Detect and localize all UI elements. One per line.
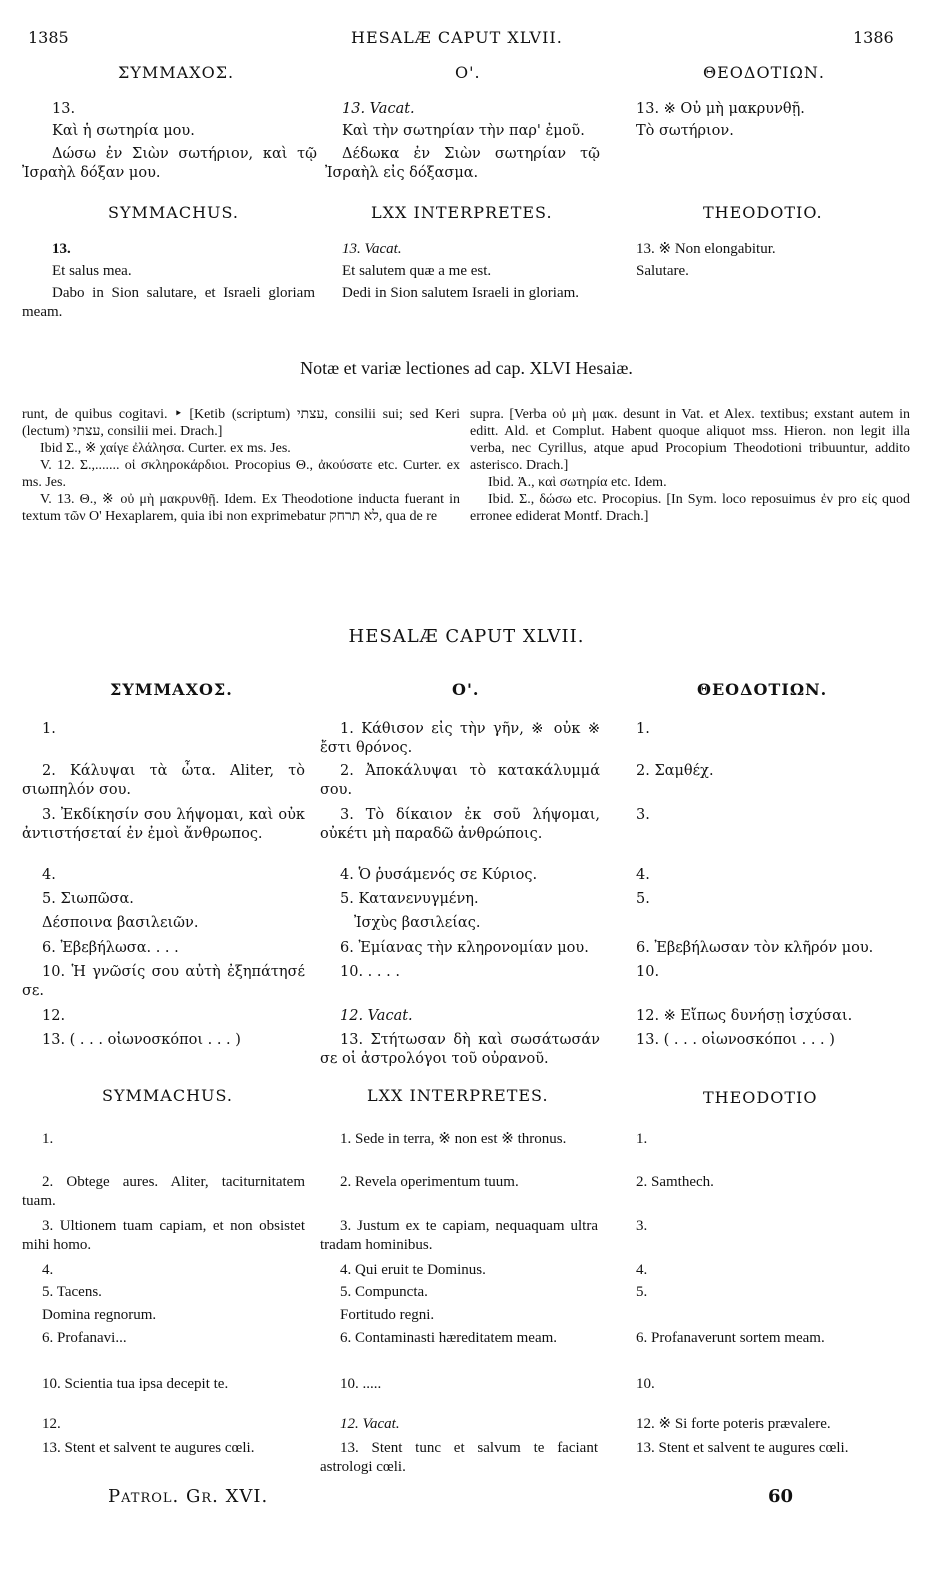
col-head-lxx-latin: LXX INTERPRETES. xyxy=(371,203,553,222)
latin-verse: 13. ※ Non elongabitur. xyxy=(636,241,776,257)
greek-verse: 12. xyxy=(42,1008,66,1024)
greek-verse: 6. Ἐβεβήλωσα. . . . xyxy=(42,940,179,956)
note-paragraph: V. 13. Θ., ※ οὐ μὴ μακρυνθῇ. Idem. Ex Theodotione inducta fuerant in textum τῶν Ο' Hexaplarem, quia ibi non exprimebatur לא תרחק, qua de re xyxy=(22,492,460,524)
latin-verse: Dabo in Sion salutare, et Israeli gloriam meam. xyxy=(22,285,315,320)
greek-verse: Δέσποινα βασιλειῶν. xyxy=(42,915,199,931)
col-head-symmachus-latin: SYMMACHUS. xyxy=(108,203,239,222)
note-paragraph: V. 12. Σ.,....... οἱ σκληροκάρδιοι. Procopius Θ., ἀκούσατε etc. Curter. ex ms. Jes. xyxy=(22,458,460,490)
latin-verse: Et salus mea. xyxy=(52,263,132,279)
note-paragraph: supra. [Verba οὐ μὴ μακ. desunt in Vat. et Alex. textibus; exstant autem in editt. Ald. et Complut. Habent quoque aliquot mss. Hieron. non legit illa verba, nec Cyrillus, atque apud Procopium Theodotioni tribuuntur, addito asterisco. Drach.] xyxy=(470,407,910,473)
latin-verse: Domina regnorum. xyxy=(42,1307,157,1323)
col-head-theodotion-greek: ΘΕΟΔΟΤΙΩΝ. xyxy=(703,63,825,82)
col-head-lxx-latin: LXX INTERPRETES. xyxy=(367,1086,549,1105)
latin-verse: 2. Obtege aures. Aliter, taciturnitatem tuam. xyxy=(22,1174,305,1209)
col-head-lxx-greek: Ο'. xyxy=(455,63,481,82)
greek-verse: 5. Κατανενυγμένη. xyxy=(340,891,479,907)
running-title: HESALÆ CAPUT XLVII. xyxy=(351,28,563,47)
latin-verse: Et salutem quæ a me est. xyxy=(342,263,492,279)
greek-verse: 5. xyxy=(636,891,650,907)
page-number-right: 1386 xyxy=(853,28,894,47)
notes-right-column xyxy=(470,406,910,525)
latin-verse: 10. xyxy=(636,1376,655,1392)
latin-verse: 3. Justum ex te capiam, nequaquam ultra tradam hominibus. xyxy=(320,1218,598,1253)
latin-verse: 1. xyxy=(42,1131,54,1147)
greek-verse: 2. Κάλυψαι τὰ ὦτα. Aliter, τὸ σιωπηλόν σου. xyxy=(22,763,305,798)
latin-verse: 1. xyxy=(636,1131,648,1147)
greek-verse: 4. xyxy=(42,867,56,883)
latin-verse: 6. Profanaverunt sortem meam. xyxy=(636,1330,825,1346)
greek-verse: Τὸ σωτήριον. xyxy=(636,123,734,139)
greek-verse: 12. ※ Εἴπως δυνήσῃ ἰσχύσαι. xyxy=(636,1008,853,1024)
greek-verse: 13. Στήτωσαν δὴ καὶ σωσάτωσάν σε οἱ ἀστρολόγοι τοῦ οὐρανοῦ. xyxy=(320,1032,600,1067)
latin-verse: 3. xyxy=(636,1218,648,1234)
col-head-theodotion-greek: ΘΕΟΔΟΤΙΩΝ. xyxy=(697,680,828,699)
greek-verse: Ἰσχὺς βασιλείας. xyxy=(354,915,481,931)
greek-verse: 13. Vacat. xyxy=(342,101,415,117)
latin-verse: Fortitudo regni. xyxy=(340,1307,435,1323)
latin-verse: 2. Samthech. xyxy=(636,1174,714,1190)
greek-verse: Καὶ τὴν σωτηρίαν τὴν παρ' ἐμοῦ. xyxy=(342,123,585,139)
greek-verse: 10. xyxy=(636,964,660,980)
verse-number: 13. xyxy=(52,241,71,257)
greek-verse: 3. Τὸ δίκαιον ἐκ σοῦ λήψομαι, οὐκέτι μὴ παραδῶ ἀνθρώποις. xyxy=(320,807,600,842)
latin-verse: 13. Stent tunc et salvum te faciant astrologi cœli. xyxy=(320,1440,598,1475)
latin-verse: 12. ※ Si forte poteris prævalere. xyxy=(636,1416,831,1432)
latin-verse: 6. Contaminasti hæreditatem meam. xyxy=(340,1330,558,1346)
latin-verse: 6. Profanavi... xyxy=(42,1330,127,1346)
greek-verse: Δέδωκα ἐν Σιὼν σωτηρίαν τῷ Ἰσραὴλ εἰς δόξασμα. xyxy=(325,146,600,181)
greek-verse: 2. Σαμθέχ. xyxy=(636,763,714,779)
latin-verse: 4. Qui eruit te Dominus. xyxy=(340,1262,486,1278)
greek-verse: 3. Ἐκδίκησίν σου λήψομαι, καὶ οὐκ ἀντιστήσεταί ἐν ἐμοὶ ἄνθρωπος. xyxy=(22,807,305,842)
greek-verse: 6. Ἐμίανας τὴν κληρονομίαν μου. xyxy=(340,940,589,956)
greek-verse: 13. ( . . . οἰωνοσκόποι . . . ) xyxy=(636,1032,835,1048)
greek-verse: 4. xyxy=(636,867,650,883)
greek-verse: 12. Vacat. xyxy=(340,1008,413,1024)
greek-verse: Καὶ ἡ σωτηρία μου. xyxy=(52,123,195,139)
greek-verse: 10. Ἡ γνῶσίς σου αὐτὴ ἐξηπάτησέ σε. xyxy=(22,964,305,999)
latin-verse: 5. xyxy=(636,1284,648,1300)
footer-signature: Patrol. Gr. XVI. xyxy=(108,1486,269,1507)
greek-verse: 13. ( . . . οἰωνοσκόποι . . . ) xyxy=(42,1032,241,1048)
latin-verse: 4. xyxy=(42,1262,54,1278)
greek-verse: 4. Ὁ ῥυσάμενός σε Κύριος. xyxy=(340,867,538,883)
latin-verse: 3. Ultionem tuam capiam, et non obsistet mihi homo. xyxy=(22,1218,305,1253)
note-paragraph: Ibid. Ἀ., καὶ σωτηρία etc. Idem. xyxy=(488,475,667,490)
greek-verse: 13. ※ Οὐ μὴ μακρυνθῇ. xyxy=(636,101,805,117)
greek-verse: 1. xyxy=(636,721,650,737)
latin-verse: 2. Revela operimentum tuum. xyxy=(340,1174,519,1190)
latin-verse: 12. xyxy=(42,1416,61,1432)
latin-verse: 13. Vacat. xyxy=(342,241,402,257)
latin-verse: 5. Tacens. xyxy=(42,1284,102,1300)
chapter-title: HESALÆ CAPUT XLVII. xyxy=(348,626,585,647)
latin-verse: 13. Stent et salvent te augures cœli. xyxy=(42,1440,255,1456)
greek-verse: Δώσω ἐν Σιὼν σωτήριον, καὶ τῷ Ἰσραὴλ δόξαν μου. xyxy=(22,146,317,181)
col-head-lxx-greek: Ο'. xyxy=(452,680,480,699)
verse-number: 13. xyxy=(52,101,76,117)
note-paragraph: Ibid Σ., ※ χαίγε ἐλάλησα. Curter. ex ms. Jes. xyxy=(40,441,291,456)
col-head-symmachus-greek: ΣΥΜΜΑΧΟΣ. xyxy=(110,680,233,699)
note-paragraph: runt, de quibus cogitavi. ‣ [Ketib (scriptum) עצתי, consilii sui; sed Keri (lectum) עצתי, consilii mei. Drach.] xyxy=(22,407,460,439)
latin-verse: 5. Compuncta. xyxy=(340,1284,428,1300)
col-head-symmachus-latin: SYMMACHUS. xyxy=(102,1086,233,1105)
note-paragraph: Ibid. Σ., δώσω etc. Procopius. [In Sym. loco reposuimus ἐν pro εἰς quod erronee ediderat Montf. Drach.] xyxy=(470,492,910,524)
greek-verse: 1. Κάθισον εἰς τὴν γῆν, ※ οὐκ ※ ἔστι θρόνος. xyxy=(320,721,600,756)
footer-sheet-number: 60 xyxy=(768,1486,794,1507)
latin-verse: 10. ..... xyxy=(340,1376,382,1392)
col-head-theodotion-latin: THEODOTIO. xyxy=(703,203,823,222)
latin-verse: 1. Sede in terra, ※ non est ※ thronus. xyxy=(340,1131,567,1147)
page-number-left: 1385 xyxy=(28,28,69,47)
col-head-symmachus-greek: ΣΥΜΜΑΧΟΣ. xyxy=(118,63,235,82)
greek-verse: 3. xyxy=(636,807,650,823)
latin-verse: 10. Scientia tua ipsa decepit te. xyxy=(42,1376,229,1392)
notes-left-column xyxy=(22,406,460,525)
latin-verse: Dedi in Sion salutem Israeli in gloriam. xyxy=(342,285,580,301)
greek-verse: 10. . . . . xyxy=(340,964,400,980)
latin-verse: 12. Vacat. xyxy=(340,1416,400,1432)
latin-verse: Salutare. xyxy=(636,263,689,279)
greek-verse: 5. Σιωπῶσα. xyxy=(42,891,134,907)
latin-verse: 13. Stent et salvent te augures cœli. xyxy=(636,1440,849,1456)
col-head-theodotion-latin: THEODOTIO xyxy=(703,1088,818,1107)
greek-verse: 2. Ἀποκάλυψαι τὸ κατακάλυμμά σου. xyxy=(320,763,600,798)
greek-verse: 6. Ἐβεβήλωσαν τὸν κλῆρόν μου. xyxy=(636,940,874,956)
notes-title: Notæ et variæ lectiones ad cap. XLVI Hesaiæ. xyxy=(300,358,633,378)
greek-verse: 1. xyxy=(42,721,56,737)
latin-verse: 4. xyxy=(636,1262,648,1278)
